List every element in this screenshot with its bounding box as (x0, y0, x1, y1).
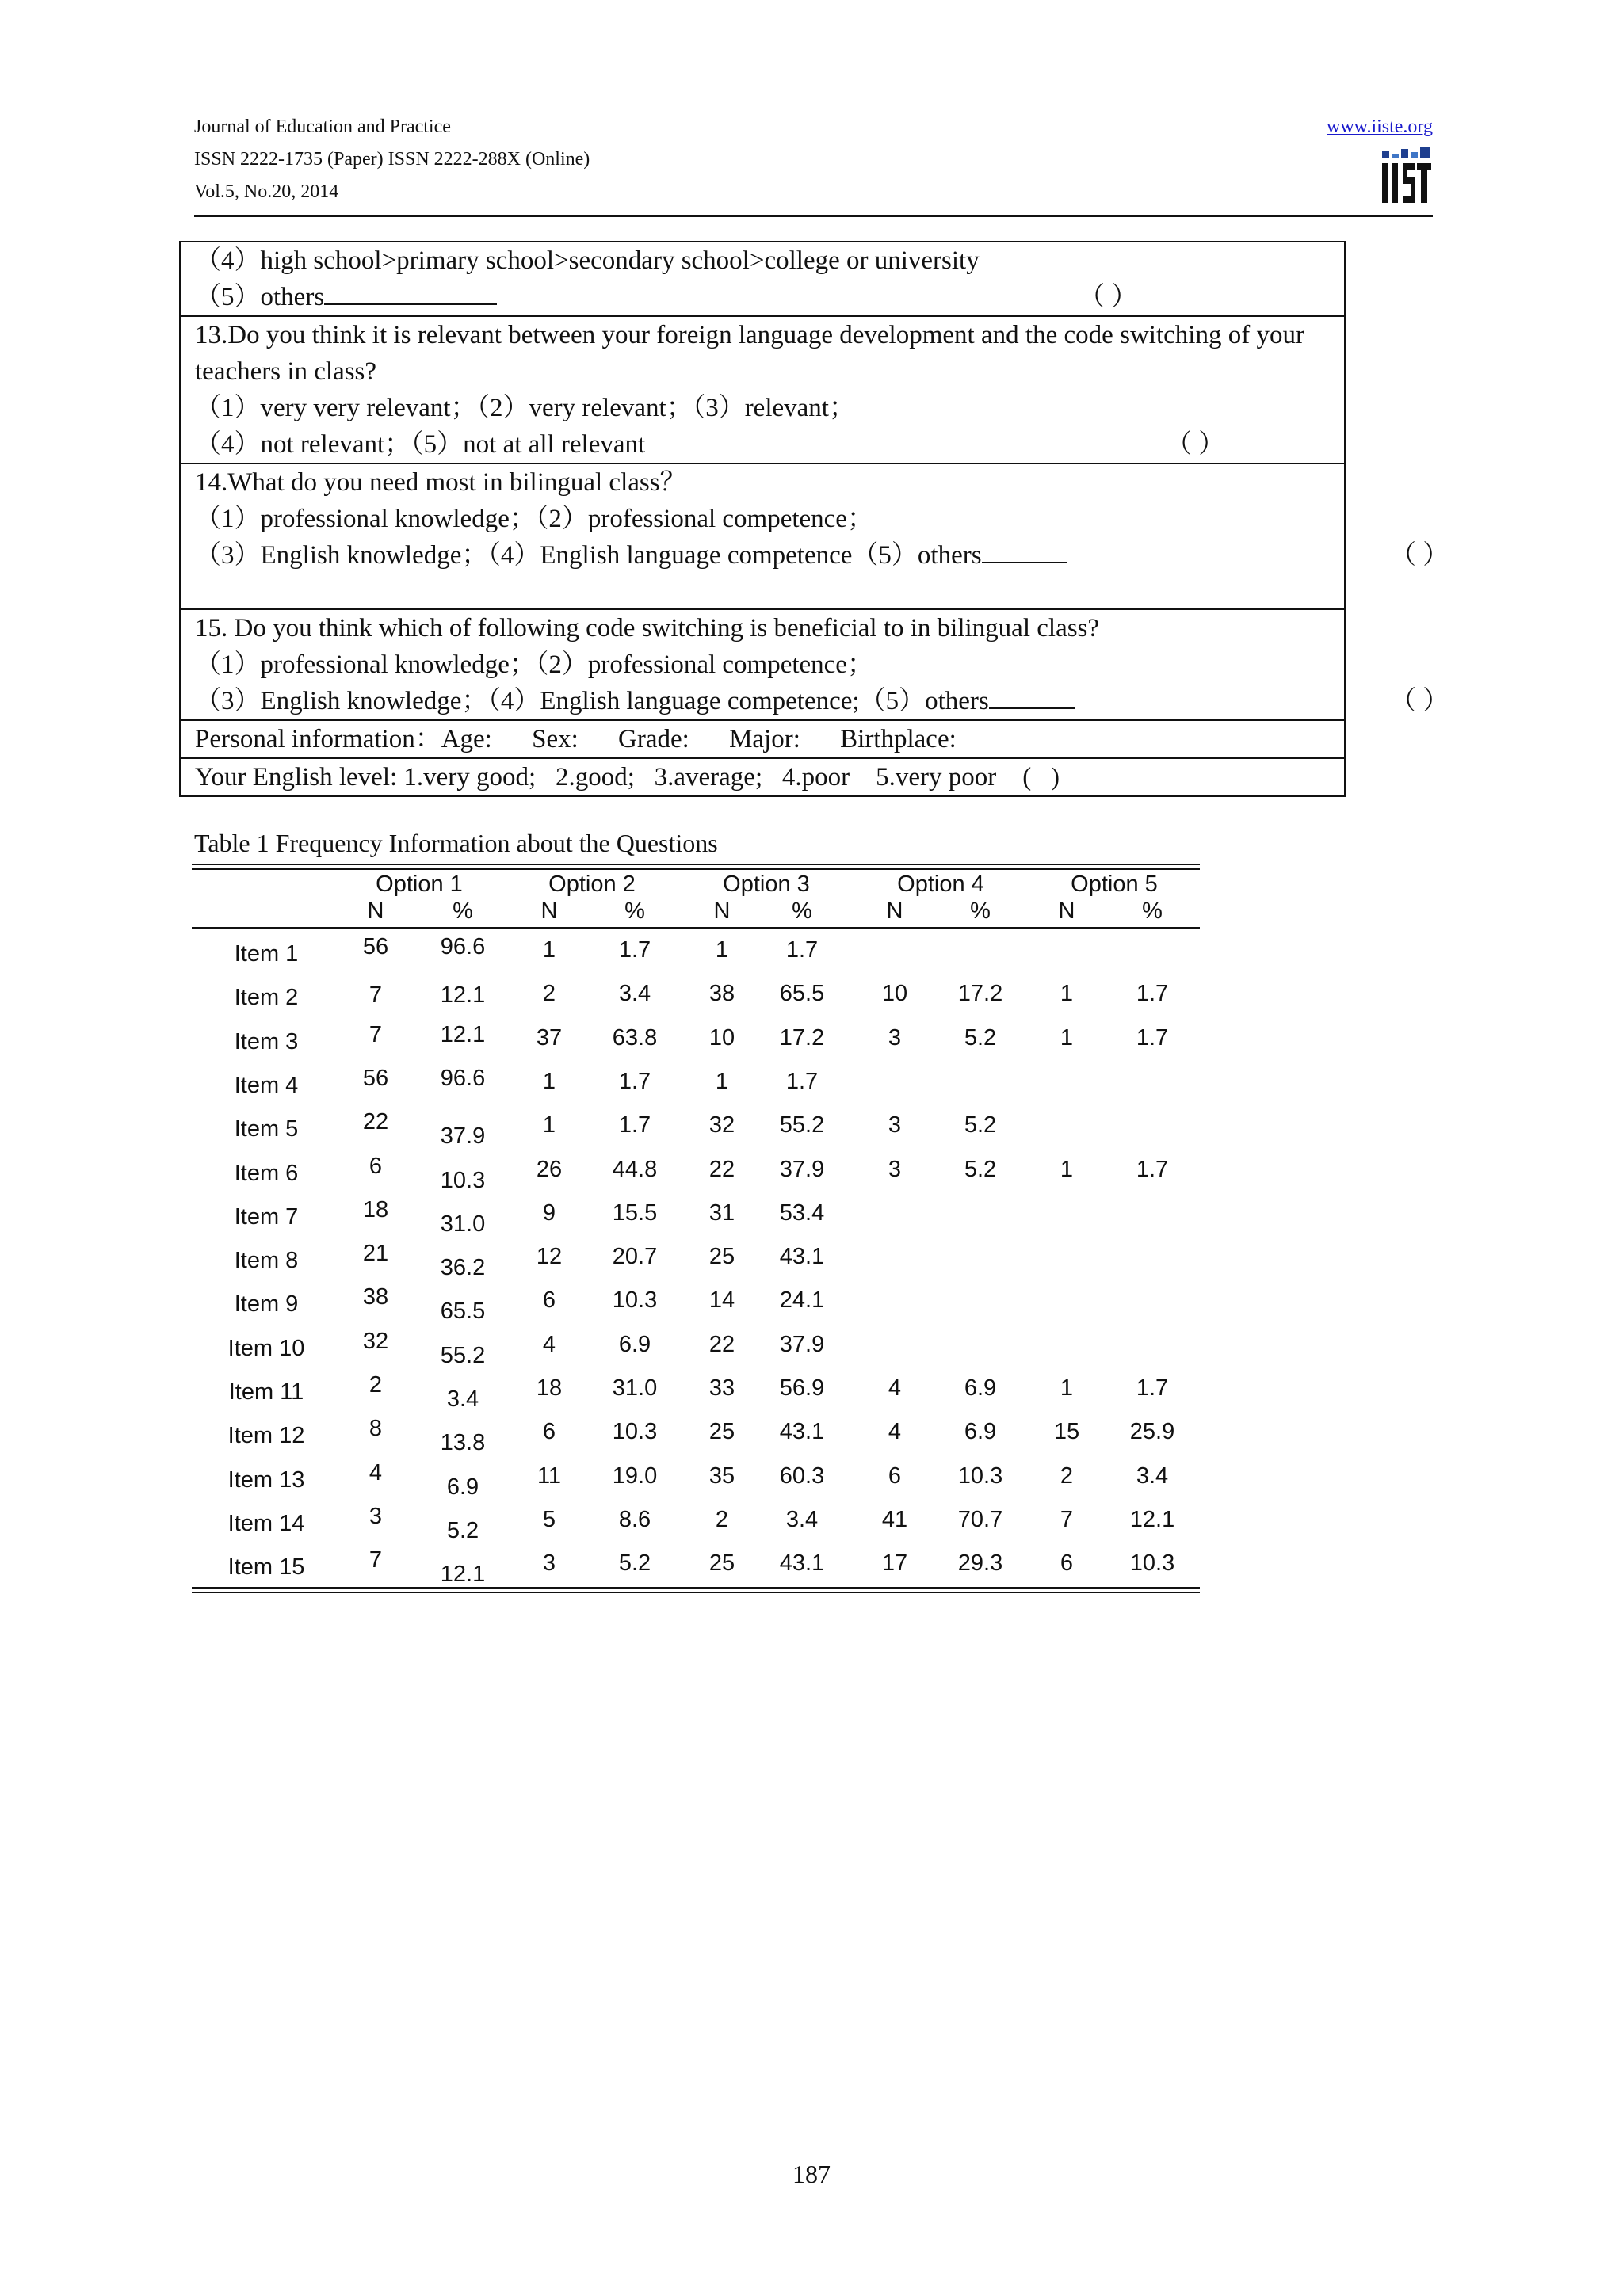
answer-paren: （ ） (1166, 430, 1225, 459)
table-cell-count: 2 (369, 1372, 383, 1398)
table-cell-count: 9 (542, 1199, 556, 1226)
table-cell-count: 2 (542, 981, 556, 1007)
table-rule (192, 864, 1200, 865)
table-cell-percent: 1.7 (618, 1068, 651, 1094)
table-cell-percent: 10.3 (612, 1287, 658, 1314)
question-12-options (181, 242, 1344, 315)
table-row-label: Item 9 (234, 1291, 299, 1318)
table-cell-percent: 6.9 (964, 1419, 997, 1445)
table-cell-count: 7 (369, 982, 383, 1009)
answer-paren: （ ） (1079, 283, 1138, 311)
q14-options-a: （1）professional knowledge；（2）professional competence； (195, 505, 873, 533)
table-cell-count: 4 (542, 1331, 556, 1357)
table-cell-percent: 8.6 (618, 1506, 651, 1532)
table-row-label: Item 13 (227, 1466, 305, 1493)
answer-paren: （ ） (1390, 687, 1449, 715)
table-cell-count: 35 (708, 1463, 735, 1489)
table-cell-percent: 1.7 (1136, 1024, 1169, 1051)
table-cell-percent: 43.1 (779, 1244, 825, 1270)
q12-option-5: （5）others （ ） (195, 279, 1304, 315)
table-row-label: Item 8 (234, 1248, 299, 1274)
table-cell-count: 4 (369, 1459, 383, 1486)
table-cell-count: 37 (536, 1024, 563, 1051)
table-cell-percent: 15.5 (612, 1199, 658, 1226)
table-cell-percent: 3.4 (618, 981, 651, 1007)
table-cell-count: 6 (1060, 1550, 1074, 1577)
table-cell-count: 25 (708, 1550, 735, 1577)
n-subheader: N (1058, 898, 1075, 924)
table-cell-percent: 12.1 (440, 1562, 486, 1588)
table-cell-percent: 65.5 (779, 981, 825, 1007)
q13-options-a: （1）very very relevant；（2）very relevant；（3）relevant； (195, 394, 855, 422)
table-cell-percent: 3.4 (785, 1506, 819, 1532)
table-cell-percent: 70.7 (957, 1506, 1003, 1532)
table-cell-count: 3 (888, 1024, 902, 1051)
option-header: Option 5 (1071, 871, 1158, 897)
table-cell-percent: 1.7 (1136, 1375, 1169, 1401)
table-cell-percent: 20.7 (612, 1244, 658, 1270)
table-cell-percent: 10.3 (440, 1167, 486, 1193)
q15-options-b: （3）English knowledge；（4）English language competence;（5）others （ ） (195, 683, 1304, 719)
table-cell-percent: 12.1 (440, 1021, 486, 1047)
table-cell-count: 17 (881, 1550, 908, 1577)
table-cell-percent: 24.1 (779, 1287, 825, 1314)
table-cell-percent: 25.9 (1129, 1419, 1175, 1445)
table-cell-count: 6 (888, 1463, 902, 1489)
table-cell-count: 22 (708, 1156, 735, 1182)
table-cell-count: 1 (715, 937, 729, 963)
personal-age-label: Personal information：Age: (195, 725, 492, 753)
table-cell-count: 1 (715, 1068, 729, 1094)
table-cell-count: 4 (888, 1375, 902, 1401)
option-header: Option 3 (723, 871, 810, 897)
table-cell-percent: 19.0 (612, 1463, 658, 1489)
table-cell-percent: 31.0 (612, 1375, 658, 1401)
q15-options-a: （1）professional knowledge；（2）professional competence； (195, 650, 873, 679)
questionnaire-box (179, 241, 1449, 797)
table-cell-count: 7 (369, 1547, 383, 1573)
table-row-label: Item 10 (227, 1335, 305, 1361)
table-cell-percent: 60.3 (779, 1463, 825, 1489)
table-cell-count: 3 (369, 1503, 383, 1529)
journal-volume: Vol.5, No.20, 2014 (194, 181, 339, 202)
header-rule (194, 215, 1433, 217)
journal-issn: ISSN 2222-1735 (Paper) ISSN 2222-288X (Online) (194, 149, 590, 170)
table-cell-percent: 29.3 (957, 1550, 1003, 1577)
table-cell-percent: 1.7 (618, 1112, 651, 1138)
table-cell-count: 1 (542, 1112, 556, 1138)
table-cell-percent: 65.5 (440, 1299, 486, 1325)
table-cell-percent: 96.6 (440, 1065, 486, 1091)
table-cell-percent: 6.9 (964, 1375, 997, 1401)
page-number: 187 (792, 2160, 831, 2188)
table-cell-percent: 96.6 (440, 934, 486, 959)
table-cell-percent: 13.8 (440, 1430, 486, 1456)
table-cell-count: 32 (362, 1328, 389, 1354)
table-cell-count: 25 (708, 1244, 735, 1270)
answer-blank (989, 684, 1075, 709)
table-rule (192, 927, 1200, 929)
table-cell-count: 18 (362, 1196, 389, 1222)
table-row-label: Item 1 (234, 941, 299, 967)
table-cell-percent: 3.4 (1136, 1463, 1169, 1489)
table-cell-percent: 3.4 (446, 1386, 479, 1412)
table-cell-count: 1 (542, 937, 556, 963)
option-header: Option 1 (376, 871, 463, 897)
table-cell-count: 3 (888, 1112, 902, 1138)
personal-major-label: Major: (729, 725, 800, 753)
table-cell-percent: 1.7 (618, 937, 651, 963)
option-header: Option 2 (548, 871, 636, 897)
table-cell-count: 56 (362, 934, 389, 959)
journal-header (194, 111, 590, 208)
table-cell-count: 11 (537, 1463, 562, 1489)
table-rule (192, 1587, 1200, 1589)
answer-blank (324, 280, 497, 305)
table-cell-percent: 1.7 (785, 1068, 819, 1094)
table-cell-percent: 31.0 (440, 1211, 486, 1237)
table-cell-percent: 37.9 (779, 1156, 825, 1182)
percent-subheader: % (453, 898, 473, 924)
n-subheader: N (367, 898, 384, 924)
table-cell-count: 3 (888, 1156, 902, 1182)
table-cell-percent: 10.3 (957, 1463, 1003, 1489)
table-cell-count: 41 (881, 1506, 908, 1532)
table-cell-percent: 37.9 (779, 1331, 825, 1357)
table-cell-count: 10 (708, 1024, 735, 1051)
table-cell-count: 22 (708, 1331, 735, 1357)
table-row-label: Item 2 (234, 985, 299, 1011)
table-row-label: Item 6 (234, 1160, 299, 1186)
table-row-label: Item 3 (234, 1028, 299, 1055)
table-row-label: Item 14 (227, 1510, 305, 1536)
table-cell-percent: 55.2 (440, 1342, 486, 1368)
table-row-label: Item 7 (234, 1203, 299, 1230)
table-cell-percent: 6.9 (446, 1474, 479, 1500)
table-cell-count: 1 (1060, 1375, 1074, 1401)
table-row-label: Item 5 (234, 1116, 299, 1142)
percent-subheader: % (624, 898, 645, 924)
table-cell-count: 14 (708, 1287, 735, 1314)
table-cell-count: 56 (362, 1065, 389, 1091)
table-caption: Table 1 Frequency Information about the Questions (194, 829, 718, 857)
table-cell-count: 6 (542, 1287, 556, 1314)
table-cell-count: 15 (1053, 1419, 1080, 1445)
table-cell-percent: 5.2 (964, 1024, 997, 1051)
q15-text: 15. Do you think which of following code switching is beneficial to in bilingual class? (195, 614, 1100, 643)
table-cell-percent: 12.1 (1129, 1506, 1175, 1532)
answer-paren: （ ） (1390, 541, 1449, 570)
table-cell-count: 18 (536, 1375, 563, 1401)
table-cell-count: 32 (708, 1112, 735, 1138)
table-cell-count: 5 (542, 1506, 556, 1532)
table-cell-count: 3 (542, 1550, 556, 1577)
journal-website-block (1327, 111, 1433, 143)
table-cell-percent: 5.2 (964, 1112, 997, 1138)
table-cell-percent: 5.2 (964, 1156, 997, 1182)
table-cell-percent: 56.9 (779, 1375, 825, 1401)
answer-blank (982, 538, 1067, 563)
table-cell-count: 25 (708, 1419, 735, 1445)
table-cell-percent: 5.2 (618, 1550, 651, 1577)
table-cell-percent: 1.7 (1136, 981, 1169, 1007)
table-cell-percent: 55.2 (779, 1112, 825, 1138)
iiste-logo (1381, 147, 1433, 204)
q12-option-4: （4）high school>primary school>secondary school>college or university (195, 246, 980, 275)
table-cell-count: 7 (1060, 1506, 1074, 1532)
q13-text: 13.Do you think it is relevant between your foreign language development and the code switching of your teachers in class? (195, 321, 1304, 386)
table-cell-count: 2 (1060, 1463, 1074, 1489)
n-subheader: N (540, 898, 558, 924)
table-cell-percent: 1.7 (785, 937, 819, 963)
table-cell-count: 1 (542, 1068, 556, 1094)
percent-subheader: % (792, 898, 812, 924)
personal-information (181, 719, 1344, 757)
table-cell-percent: 1.7 (1136, 1156, 1169, 1182)
table-rule (192, 868, 1200, 870)
n-subheader: N (886, 898, 903, 924)
table-row-label: Item 15 (227, 1554, 305, 1581)
q14-text: 14.What do you need most in bilingual class？ (195, 468, 686, 497)
table-cell-count: 2 (715, 1506, 729, 1532)
table-cell-percent: 17.2 (779, 1024, 825, 1051)
journal-website-link[interactable]: www.iiste.org (1327, 116, 1433, 137)
table-cell-count: 22 (362, 1109, 389, 1135)
question-14 (181, 463, 1449, 608)
personal-sex-label: Sex: (532, 725, 579, 753)
table-cell-percent: 12.1 (440, 982, 486, 1009)
table-row-label: Item 12 (227, 1423, 305, 1449)
option-header: Option 4 (897, 871, 984, 897)
table-row-label: Item 11 (228, 1379, 304, 1405)
table-cell-percent: 53.4 (779, 1199, 825, 1226)
table-cell-count: 4 (888, 1419, 902, 1445)
question-15 (181, 608, 1449, 719)
table-cell-count: 31 (708, 1199, 735, 1226)
table-cell-count: 1 (1060, 1156, 1074, 1182)
journal-title: Journal of Education and Practice (194, 116, 451, 137)
table-cell-percent: 10.3 (612, 1419, 658, 1445)
question-13 (181, 315, 1344, 463)
table-cell-count: 7 (369, 1021, 383, 1047)
table-cell-count: 38 (708, 981, 735, 1007)
table-cell-count: 1 (1060, 981, 1074, 1007)
q13-options-b: （4）not relevant；（5）not at all relevant （ ） (195, 426, 1304, 463)
table-cell-count: 1 (1060, 1024, 1074, 1051)
table-cell-count: 12 (536, 1244, 563, 1270)
table-cell-percent: 17.2 (957, 981, 1003, 1007)
english-level (181, 757, 1344, 795)
table-cell-percent: 36.2 (440, 1255, 486, 1281)
table-cell-count: 8 (369, 1416, 383, 1442)
table-cell-count: 21 (362, 1241, 389, 1267)
table-cell-percent: 37.9 (440, 1123, 486, 1150)
table-cell-count: 33 (708, 1375, 735, 1401)
english-level-line: Your English level: 1.very good; 2.good; 3.average; 4.poor 5.very poor ( ) (195, 763, 1060, 791)
percent-subheader: % (970, 898, 991, 924)
table-cell-percent: 6.9 (618, 1331, 651, 1357)
personal-grade-label: Grade: (618, 725, 689, 753)
table-cell-percent: 10.3 (1129, 1550, 1175, 1577)
table-cell-count: 6 (542, 1419, 556, 1445)
table-cell-count: 10 (881, 981, 908, 1007)
table-row-label: Item 4 (234, 1072, 299, 1098)
table-cell-percent: 43.1 (779, 1550, 825, 1577)
n-subheader: N (713, 898, 731, 924)
table-cell-count: 26 (536, 1156, 563, 1182)
table-cell-count: 38 (362, 1284, 389, 1310)
percent-subheader: % (1142, 898, 1163, 924)
table-cell-count: 6 (369, 1153, 383, 1179)
personal-birthplace-label: Birthplace: (840, 725, 957, 753)
q14-options-b: （3）English knowledge；（4）English language competence（5）others （ ） (195, 537, 1304, 574)
table-cell-percent: 44.8 (612, 1156, 658, 1182)
table-cell-percent: 43.1 (779, 1419, 825, 1445)
table-rule (192, 1592, 1200, 1593)
table-cell-percent: 63.8 (612, 1024, 658, 1051)
table-cell-percent: 5.2 (446, 1517, 479, 1543)
